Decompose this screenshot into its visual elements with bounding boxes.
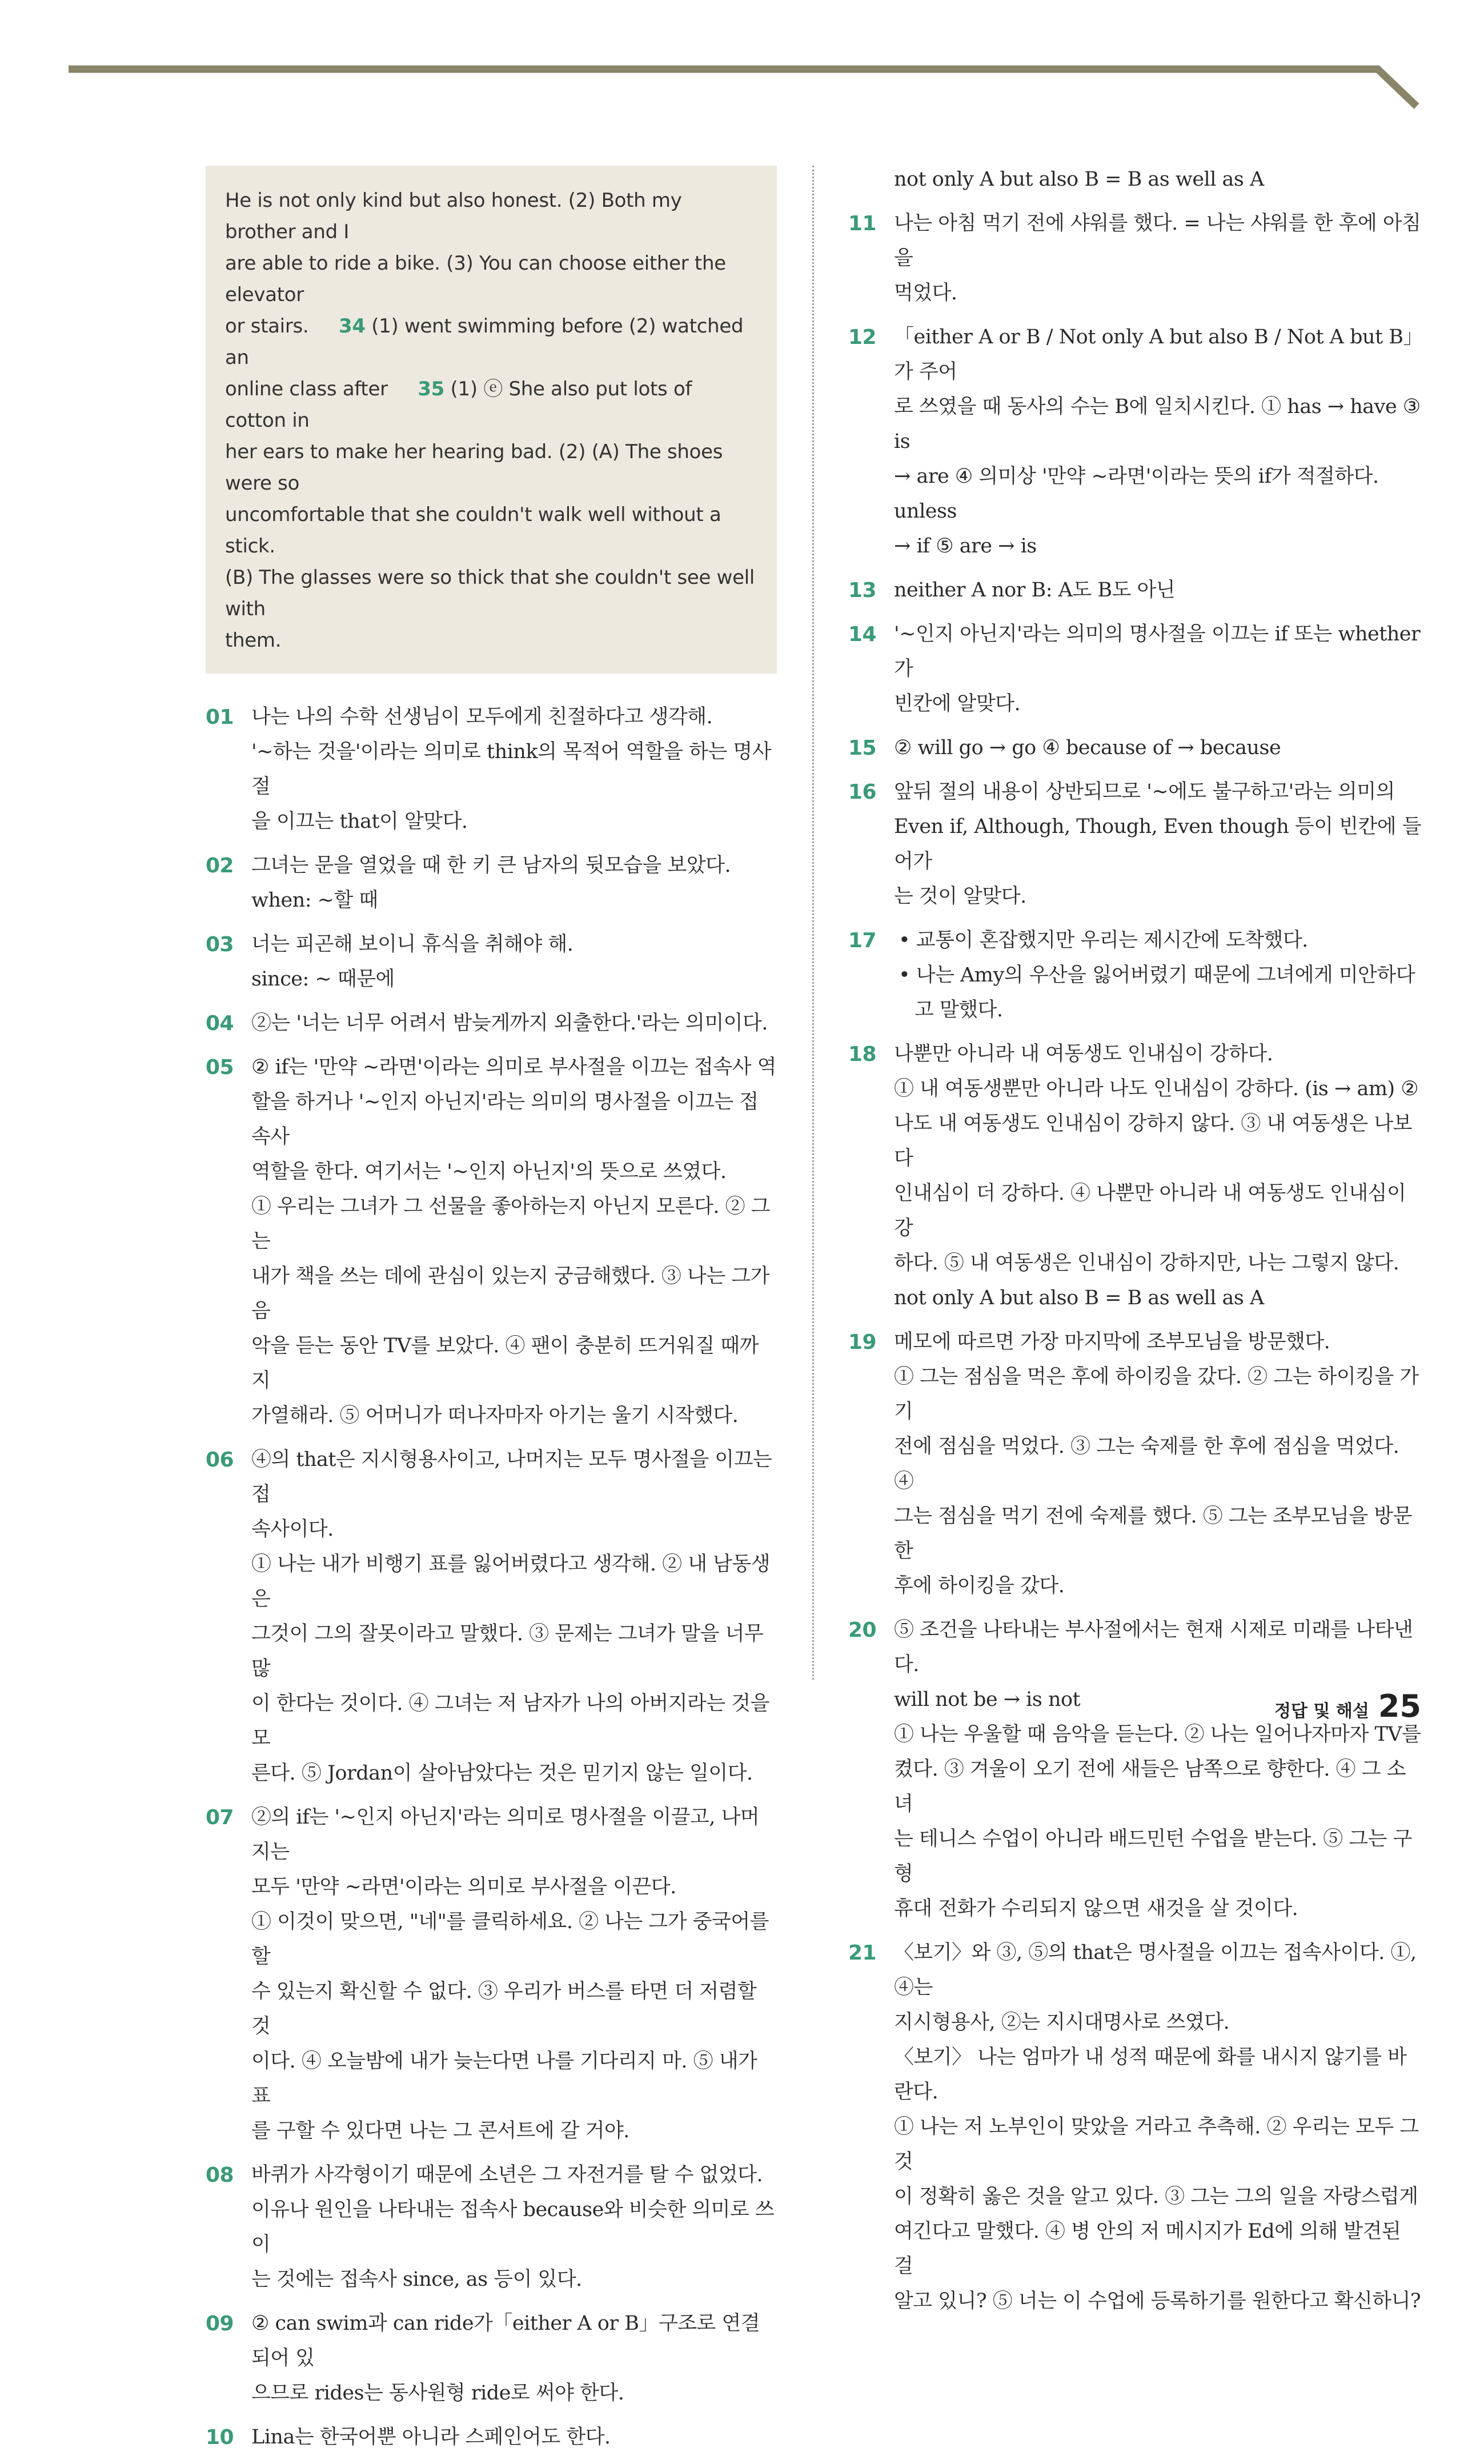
question-number: 09 [206, 2312, 234, 2335]
answer-line: 나는 나의 수학 선생님이 모두에게 친절하다고 생각해. [251, 706, 713, 728]
question-number: 01 [206, 706, 234, 729]
question-number: 13 [848, 579, 877, 602]
answer-line: ④의 that은 지시형용사이고, 나머지는 모두 명사절을 이끄는 접 [251, 1448, 772, 1506]
box-line: online class after [225, 378, 388, 400]
answer-line: 하다. ⑤ 내 여동생은 인내심이 강하지만, 나는 그렇지 않다. [894, 1252, 1399, 1275]
answer-line: 를 구할 수 있다면 나는 그 콘서트에 갈 거야. [251, 2120, 629, 2142]
answer-line: 〈보기〉와 ③, ⑤의 that은 명사절을 이끄는 접속사이다. ①, ④는 [894, 1941, 1417, 1999]
answer-item [206, 848, 777, 918]
answer-line: ② if는 '만약 ~라면'이라는 의미로 부사절을 이끄는 접속사 역 [251, 1056, 776, 1079]
answer-item [848, 1936, 1422, 2319]
answer-line: 속사이다. [251, 1518, 334, 1541]
footer-label: 정답 및 해설 [1274, 1701, 1369, 1721]
answer-line: 지시형용사, ②는 지시대명사로 쓰였다. [894, 2011, 1230, 2034]
question-number: 04 [206, 1012, 234, 1035]
answer-line: ② will go → go ④ because of → because [894, 736, 1281, 759]
answer-line: 로 쓰였을 때 동사의 수는 B에 일치시킨다. ① has → have ③ is [894, 395, 1421, 453]
answer-item [848, 1325, 1422, 1604]
answer-item [206, 2420, 777, 2455]
answer-line: 는 것에는 접속사 since, as 등이 있다. [251, 2268, 582, 2291]
answer-line: 「either A or B / Not only A but also B / Not A but B」가 주어 [894, 326, 1413, 383]
answer-line: 그녀는 문을 열었을 때 한 키 큰 남자의 뒷모습을 보았다. [251, 854, 731, 877]
left-answer-list [206, 700, 777, 2455]
answer-line: 켰다. ③ 겨울이 오기 전에 새들은 남쪽으로 향한다. ④ 그 소녀 [894, 1758, 1406, 1816]
answer-line: ① 그는 점심을 먹은 후에 하이킹을 갔다. ② 그는 하이킹을 가기 [894, 1365, 1419, 1423]
answer-line: Even if, Although, Though, Even though 등이 빈칸에 들어가 [894, 815, 1422, 873]
answer-line: 이유나 원인을 나타내는 접속사 because와 비슷한 의미로 쓰이 [251, 2198, 775, 2256]
answer-line: 는 테니스 수업이 아니라 배드민턴 수업을 받는다. ⑤ 그는 구형 [894, 1828, 1412, 1885]
answer-line: 그는 점심을 먹기 전에 숙제를 했다. ⑤ 그는 조부모님을 방문한 [894, 1505, 1412, 1562]
left-column [206, 166, 777, 2464]
header-rule-line [0, 0, 1484, 149]
answer-line: 빈칸에 알맞다. [894, 692, 1021, 715]
answer-item [206, 2306, 777, 2411]
answer-bullet: • 교통이 혼잡했지만 우리는 제시간에 도착했다. [899, 929, 1308, 952]
answer-line: 이다. ④ 오늘밤에 내가 늦는다면 나를 기다리지 마. ⑤ 내가 표 [251, 2050, 757, 2108]
answer-line: not only A but also B = B as well as A [894, 1287, 1264, 1309]
answer-item [848, 573, 1422, 608]
question-number: 11 [848, 212, 877, 235]
answer-item [848, 1037, 1422, 1316]
answer-line: when: ~할 때 [251, 889, 378, 912]
question-number: 18 [848, 1043, 877, 1066]
answer-item [848, 731, 1422, 766]
answer-line: 으므로 rides는 동사원형 ride로 써야 한다. [251, 2382, 624, 2405]
answer-item [848, 923, 1422, 1028]
answer-item [206, 927, 777, 997]
answer-line: 나는 아침 먹기 전에 샤워를 했다. = 나는 샤워를 한 후에 아침을 [894, 212, 1421, 270]
answer-line: ① 나는 저 노부인이 맞았을 거라고 추측해. ② 우리는 모두 그것 [894, 2116, 1419, 2173]
answer-line: 가열해라. ⑤ 어머니가 떠나자마자 아기는 울기 시작했다. [251, 1404, 739, 1427]
page-footer [1274, 1688, 1421, 1724]
question-number: 10 [206, 2426, 234, 2449]
answer-line: ① 나는 우울할 때 음악을 듣는다. ② 나는 일어나자마자 TV를 [894, 1723, 1421, 1746]
answer-line: 먹었다. [894, 282, 957, 305]
question-number-34: 34 [338, 315, 366, 338]
answer-item [206, 2158, 777, 2297]
answer-item [848, 320, 1422, 564]
question-number: 15 [848, 736, 877, 760]
right-column [848, 166, 1422, 2328]
question-number-35: 35 [418, 378, 445, 400]
answer-line: 그것이 그의 잘못이라고 말했다. ③ 문제는 그녀가 말을 너무 많 [251, 1622, 764, 1680]
answer-box [206, 166, 777, 674]
answer-line: 이 한다는 것이다. ④ 그녀는 저 남자가 나의 아버지라는 것을 모 [251, 1692, 769, 1750]
answer-line: 는 것이 알맞다. [894, 885, 1026, 908]
answer-line: 수 있는지 확신할 수 없다. ③ 우리가 버스를 타면 더 저렴할 것 [251, 1980, 757, 2038]
answer-line: 모두 '만약 ~라면'이라는 의미로 부사절을 이끈다. [251, 1876, 676, 1898]
answer-line: ②는 '너는 너무 어려서 밤늦게까지 외출한다.'라는 의미이다. [251, 1012, 768, 1035]
answer-line: 알고 있니? ⑤ 너는 이 수업에 등록하기를 원한다고 확신하니? [894, 2290, 1421, 2313]
answer-line: 을 이끄는 that이 알맞다. [251, 810, 468, 833]
question-number: 14 [848, 623, 877, 646]
answer-line: 바퀴가 사각형이기 때문에 소년은 그 자전거를 탈 수 없었다. [251, 2163, 763, 2186]
answer-item [206, 700, 777, 839]
answer-line: 〈보기〉 나는 엄마가 내 성적 때문에 화를 내시지 않기를 바란다. [894, 2046, 1407, 2104]
answer-item [848, 206, 1422, 311]
question-number: 05 [206, 1056, 234, 1079]
answer-line: ②의 if는 '~인지 아닌지'라는 의미로 명사절을 이끌고, 나머지는 [251, 1806, 760, 1864]
answer-line: 메모에 따르면 가장 마지막에 조부모님을 방문했다. [894, 1331, 1330, 1353]
answer-line: 이 정확히 옳은 것을 알고 있다. ③ 그는 그의 일을 자랑스럽게 [894, 2185, 1418, 2208]
answer-line: 악을 듣는 동안 TV를 보았다. ④ 팬이 충분히 뜨거워질 때까지 [251, 1335, 759, 1392]
answer-line: 나도 내 여동생도 인내심이 강하지 않다. ③ 내 여동생은 나보다 [894, 1112, 1412, 1170]
answer-line: 인내심이 더 강하다. ④ 나뿐만 아니라 내 여동생도 인내심이 강 [894, 1182, 1406, 1240]
question-number: 07 [206, 1806, 234, 1829]
answer-line: Lina는 한국어뿐 아니라 스페인어도 한다. [251, 2426, 611, 2449]
answer-item [206, 1050, 777, 1433]
answer-line: not only A but also B = B as well as A [894, 168, 1264, 191]
box-line: her ears to make her hearing bad. (2) (A) The shoes were so [225, 440, 723, 495]
answer-line: 후에 하이킹을 갔다. [894, 1574, 1065, 1597]
answer-line: ① 내 여동생뿐만 아니라 나도 인내심이 강하다. (is → am) ② [894, 1077, 1419, 1100]
question-number: 02 [206, 854, 234, 878]
box-line: them. [225, 629, 282, 652]
answer-line: 나뿐만 아니라 내 여동생도 인내심이 강하다. [894, 1043, 1273, 1065]
answer-line: 전에 점심을 먹었다. ③ 그는 숙제를 한 후에 점심을 먹었다. ④ [894, 1435, 1399, 1493]
question-number: 21 [848, 1941, 877, 1965]
answer-line: 내가 책을 쓰는 데에 관심이 있는지 궁금해했다. ③ 나는 그가 음 [251, 1265, 769, 1323]
answer-item-continued [848, 162, 1422, 197]
box-line: (1) ⓔ She also put lots of cotton in [225, 378, 692, 432]
answer-line: 른다. ⑤ Jordan이 살아남았다는 것은 믿기지 않는 일이다. [251, 1762, 753, 1785]
answer-line: ⑤ 조건을 나타내는 부사절에서는 현재 시제로 미래를 나타낸다. [894, 1618, 1413, 1676]
question-number: 03 [206, 933, 234, 956]
answer-line: since: ~ 때문에 [251, 968, 395, 991]
box-line: He is not only kind but also honest. (2) Both my brother and I [225, 189, 682, 243]
right-answer-list [848, 206, 1422, 2319]
answer-line: neither A nor B: A도 B도 아닌 [894, 579, 1176, 602]
answer-bullet: • 나는 Amy의 우산을 잃어버렸기 때문에 그녀에게 미안하다고 말했다. [899, 964, 1415, 1021]
answer-line: '~인지 아닌지'라는 의미의 명사절을 이끄는 if 또는 whether가 [894, 623, 1421, 680]
answer-line: ① 우리는 그녀가 그 선물을 좋아하는지 아닌지 모른다. ② 그는 [251, 1195, 771, 1253]
answer-item [848, 1613, 1422, 1926]
answer-line: → are ④ 의미상 '만약 ~라면'이라는 뜻의 if가 적절하다. unless [894, 465, 1379, 523]
answer-line: → if ⑤ are → is [894, 535, 1037, 558]
question-number: 08 [206, 2163, 234, 2187]
box-line: (1) went swimming before (2) watched an [225, 315, 744, 369]
answer-line: will not be → is not [894, 1688, 1081, 1711]
question-number: 19 [848, 1331, 877, 1354]
question-number: 12 [848, 326, 877, 349]
answer-line: ② can swim과 can ride가「either A or B」구조로 연결되어 있 [251, 2312, 760, 2370]
question-number: 16 [848, 780, 877, 804]
answer-line: 휴대 전화가 수리되지 않으면 새것을 살 것이다. [894, 1897, 1298, 1920]
answer-line: ① 나는 내가 비행기 표를 잃어버렸다고 생각해. ② 내 남동생은 [251, 1553, 771, 1610]
answer-line: 앞뒤 절의 내용이 상반되므로 '~에도 불구하고'라는 의미의 [894, 780, 1395, 803]
box-line: uncomfortable that she couldn't walk well without a stick. [225, 503, 721, 558]
header-rule [0, 0, 1484, 149]
page-number: 25 [1378, 1688, 1421, 1724]
box-line: (B) The glasses were so thick that she couldn't see well with [225, 566, 755, 620]
column-divider [812, 166, 814, 1680]
answer-line: 역할을 한다. 여기서는 '~인지 아닌지'의 뜻으로 쓰였다. [251, 1160, 727, 1183]
answer-line: 여긴다고 말했다. ④ 병 안의 저 메시지가 Ed에 의해 발견된 걸 [894, 2220, 1401, 2278]
answer-item [206, 1800, 777, 2149]
answer-line: ① 이것이 맞으면, "네"를 클릭하세요. ② 나는 그가 중국어를 할 [251, 1910, 769, 1968]
answer-line: '~하는 것을'이라는 의미로 think의 목적어 역할을 하는 명사절 [251, 740, 772, 798]
answer-item [848, 617, 1422, 722]
box-line: or stairs. [225, 315, 309, 338]
answer-line: 할을 하거나 '~인지 아닌지'라는 의미의 명사절을 이끄는 접속사 [251, 1091, 759, 1148]
question-number: 20 [848, 1618, 877, 1642]
question-number: 06 [206, 1448, 234, 1472]
box-line: are able to ride a bike. (3) You can choose either the elevator [225, 252, 726, 306]
answer-item [206, 1006, 777, 1041]
answer-item [206, 1443, 777, 1791]
answer-line: 너는 피곤해 보이니 휴식을 취해야 해. [251, 933, 573, 956]
answer-item [848, 775, 1422, 914]
question-number: 17 [848, 929, 877, 952]
